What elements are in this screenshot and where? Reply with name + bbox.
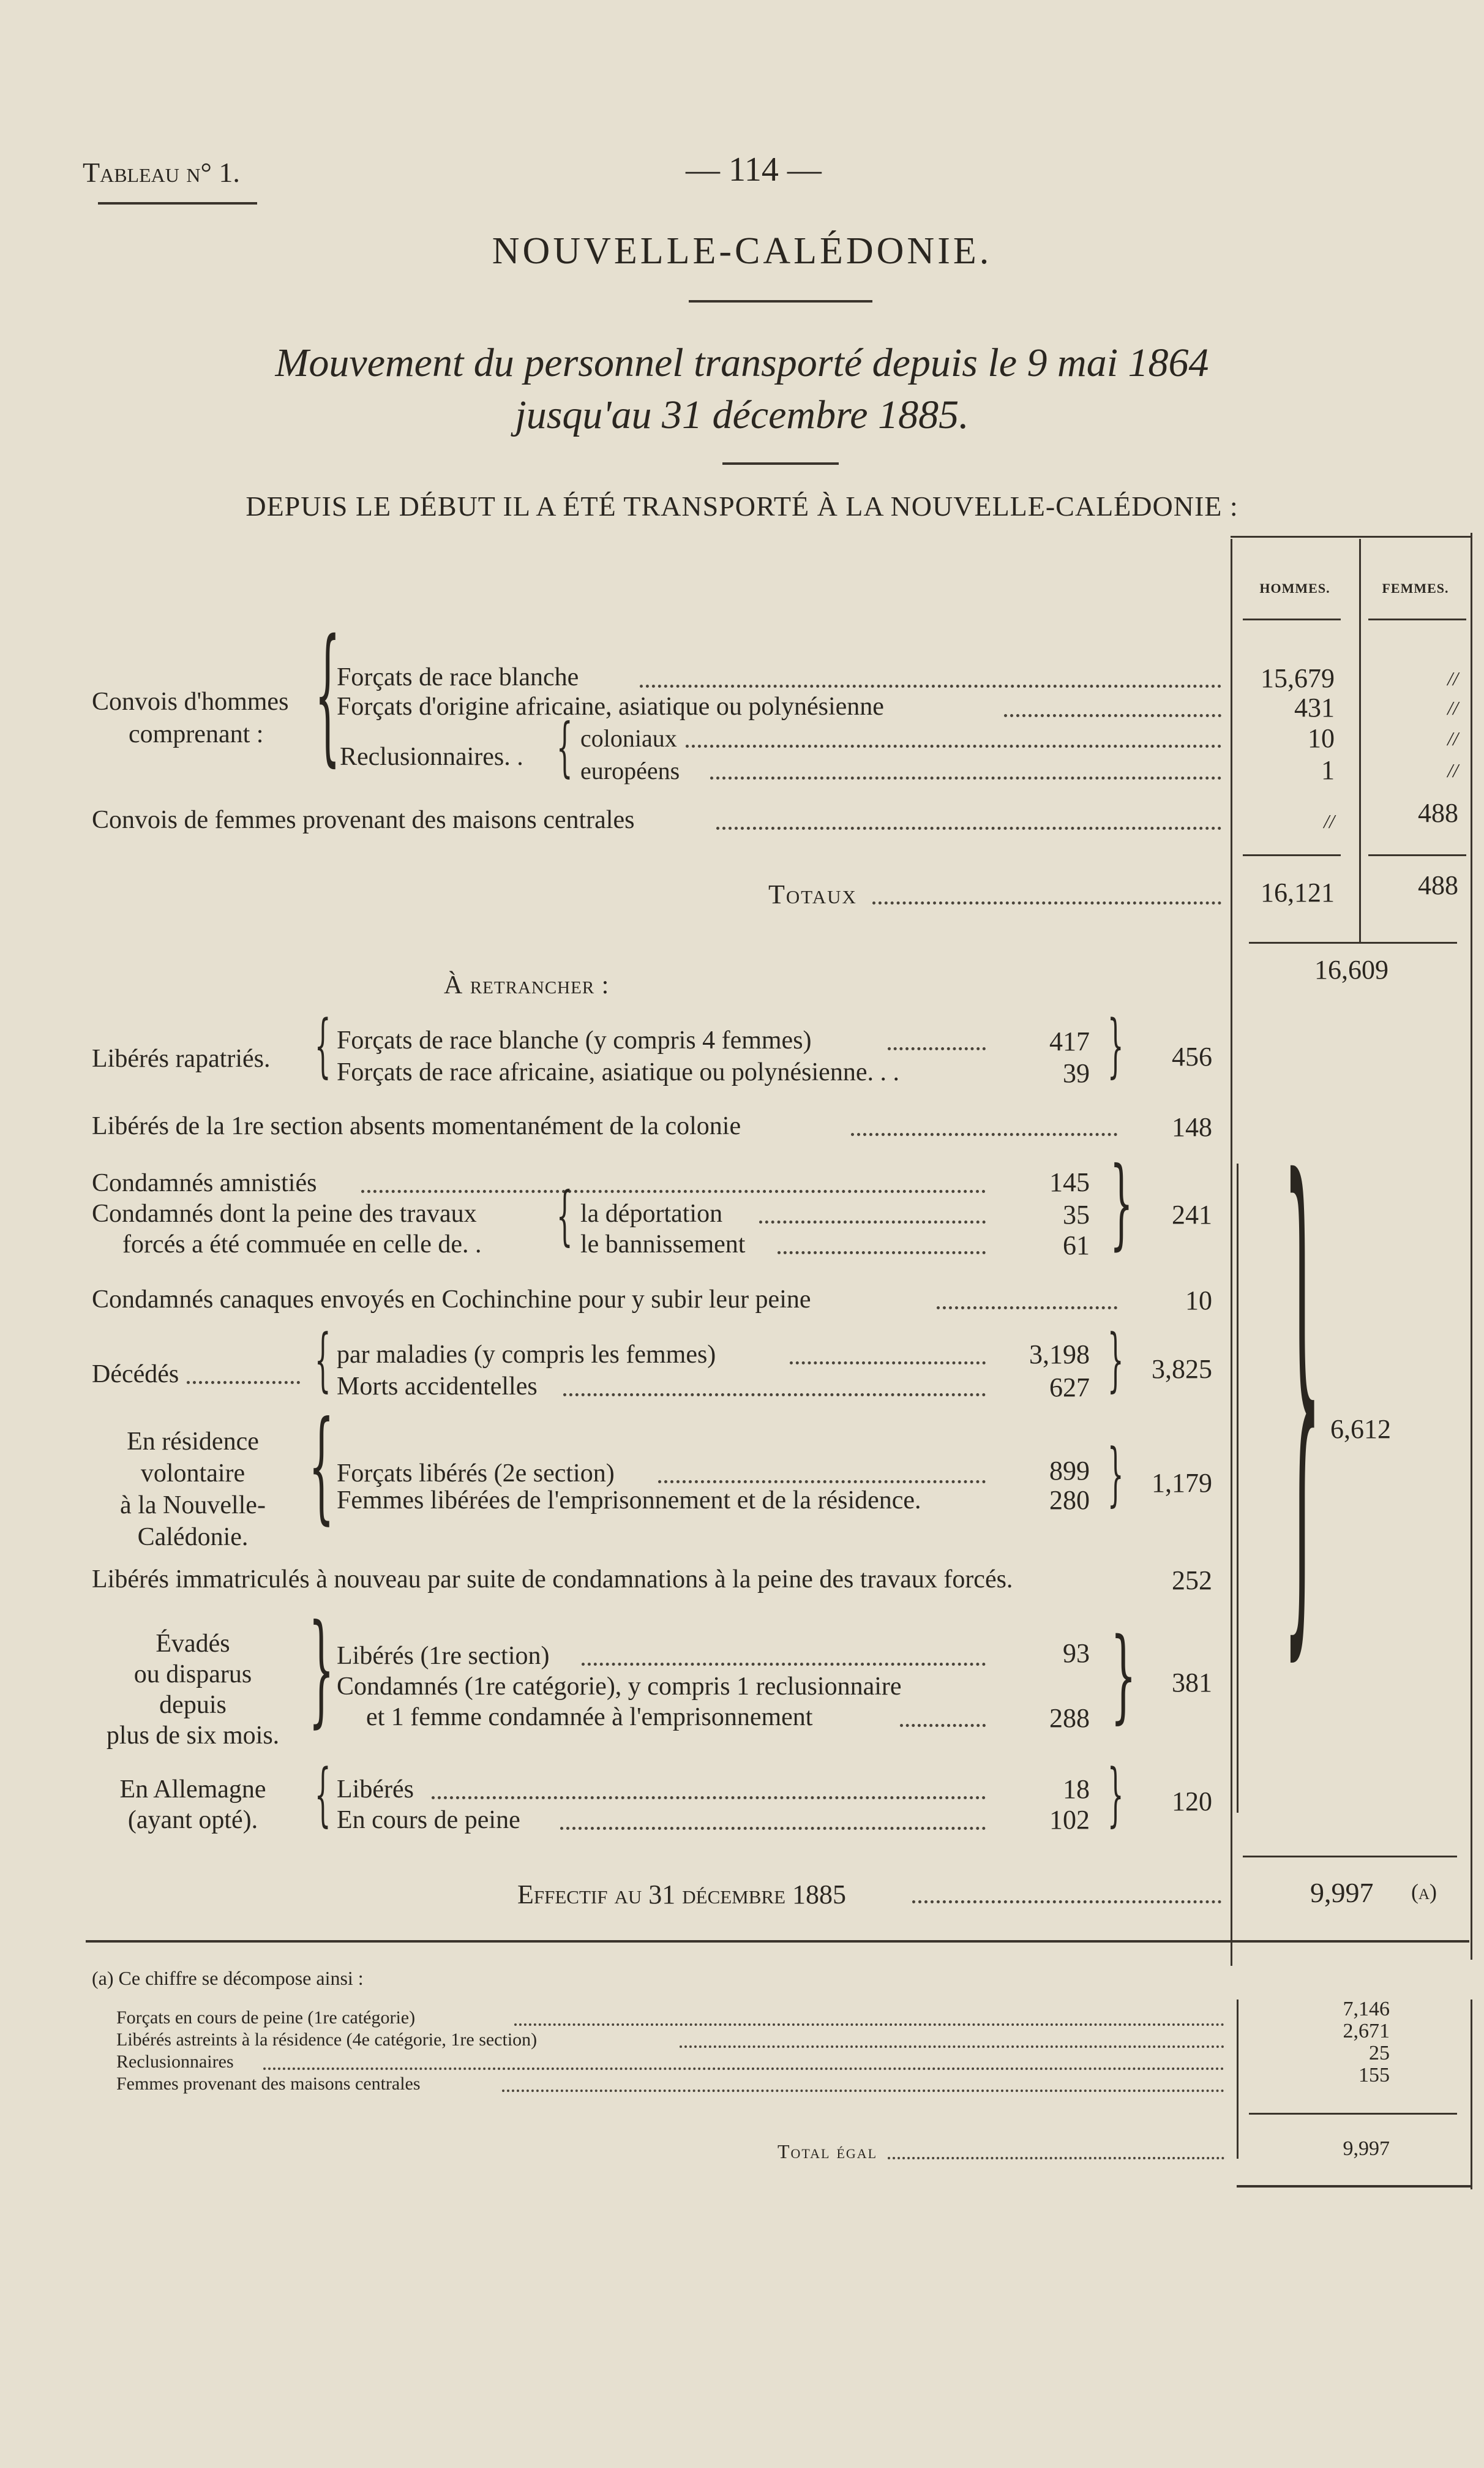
amnisties-row1-value: 145 xyxy=(1049,1167,1090,1197)
residence-brace: { xyxy=(309,1394,334,1537)
convois-femmes-hommes: // xyxy=(1324,810,1335,832)
residence-row-label: Femmes libérées de l'emprisonnement et de la résidence. xyxy=(337,1486,921,1514)
leader-dots xyxy=(680,2045,1224,2048)
tableau-label: Tableau n° 1. xyxy=(83,157,240,188)
leader-dots xyxy=(502,2090,1224,2092)
allemagne-label-line: (ayant opté). xyxy=(127,1806,258,1834)
col-header-femmes: FEMMES. xyxy=(1382,581,1449,596)
evades-row3-label: et 1 femme condamnée à l'emprisonnement xyxy=(366,1703,813,1731)
allemagne-row-label: Libérés xyxy=(337,1775,414,1804)
absents-subtotal: 148 xyxy=(1172,1112,1212,1142)
decedes-close-brace: } xyxy=(1107,1319,1124,1400)
evades-subtotal: 381 xyxy=(1172,1668,1212,1698)
reclusionnaires-label: Reclusionnaires. . xyxy=(340,743,523,771)
leader-dots xyxy=(1004,714,1221,717)
convoi-row-femmes: // xyxy=(1447,759,1458,781)
footnote-row-value: 25 xyxy=(1369,2042,1390,2064)
evades-close-brace: } xyxy=(1111,1616,1136,1734)
residence-row-label: Forçats libérés (2e section) xyxy=(337,1459,615,1488)
retrancher-total-brace: } xyxy=(1283,1076,1322,1703)
convoi-row-femmes: // xyxy=(1447,728,1458,750)
page-title: NOUVELLE-CALÉDONIE. xyxy=(492,230,992,272)
footnote-row-value: 2,671 xyxy=(1343,2020,1390,2042)
amnisties-row3-value: 61 xyxy=(1063,1230,1090,1260)
convoi-row-hommes: 15,679 xyxy=(1261,663,1335,693)
leader-dots xyxy=(563,1393,986,1396)
frame-right xyxy=(1471,533,1472,1960)
leader-dots xyxy=(432,1796,986,1799)
decedes-row-label: par maladies (y compris les femmes) xyxy=(337,1341,716,1369)
leader-dots xyxy=(640,685,1221,688)
section-heading: DEPUIS LE DÉBUT IL A ÉTÉ TRANSPORTÉ À LA NOUVELLE-CALÉDONIE : xyxy=(245,491,1239,522)
convoi-row-hommes: 1 xyxy=(1321,755,1335,785)
evades-row3-value: 288 xyxy=(1049,1703,1090,1733)
residence-row-value: 280 xyxy=(1049,1485,1090,1515)
footnote-total-rule xyxy=(1249,2113,1457,2115)
evades-label-line: depuis xyxy=(159,1691,227,1719)
leader-dots xyxy=(778,1251,986,1254)
residence-subtotal: 1,179 xyxy=(1152,1468,1212,1498)
convois-label-1: Convois d'hommes xyxy=(92,688,289,716)
title-rule xyxy=(689,300,872,303)
convoi-row-label: européens xyxy=(580,757,680,784)
allemagne-row-value: 18 xyxy=(1063,1774,1090,1804)
liberes-rapatries-label: Libérés rapatriés. xyxy=(92,1045,271,1073)
effectif-value: 9,997 xyxy=(1310,1877,1374,1908)
tableau-underline xyxy=(98,202,257,205)
effectif-rule xyxy=(1243,1856,1457,1857)
absents-label: Libérés de la 1re section absents momentanément de la colonie xyxy=(92,1112,741,1140)
leader-dots xyxy=(361,1190,986,1193)
leader-dots xyxy=(560,1827,986,1830)
canaques-label: Condamnés canaques envoyés en Cochinchine pour y subir leur peine xyxy=(92,1285,811,1314)
evades-label-line: ou disparus xyxy=(133,1660,252,1688)
convois-label-2: comprenant : xyxy=(129,720,264,748)
effectif-note-ref: (a) xyxy=(1411,1879,1437,1904)
page-number: — 114 — xyxy=(686,151,822,189)
leader-dots xyxy=(912,1900,1221,1903)
convois-brace: { xyxy=(315,608,340,780)
leader-dots xyxy=(872,901,1221,905)
canaques-subtotal: 10 xyxy=(1185,1285,1212,1315)
decedes-row-value: 3,198 xyxy=(1029,1339,1090,1369)
rapatries-row-value: 39 xyxy=(1063,1058,1090,1088)
leader-dots xyxy=(658,1480,986,1483)
leader-dots xyxy=(790,1361,986,1364)
footnote-row-label: Reclusionnaires xyxy=(116,2052,234,2072)
footnote-row-value: 7,146 xyxy=(1343,1998,1390,2020)
amnisties-inner-brace: { xyxy=(556,1178,573,1254)
amnisties-row2-value: 35 xyxy=(1063,1200,1090,1230)
totaux-rule xyxy=(1243,854,1341,856)
subtitle-rule xyxy=(722,462,839,465)
footnote-bottom-rule xyxy=(1237,2185,1472,2188)
allemagne-row-value: 102 xyxy=(1049,1805,1090,1835)
residence-row-value: 899 xyxy=(1049,1456,1090,1486)
residence-close-brace: } xyxy=(1107,1434,1124,1514)
totaux-hommes: 16,121 xyxy=(1261,878,1335,908)
convoi-row-label: Forçats de race blanche xyxy=(337,663,579,691)
decedes-row-label: Morts accidentelles xyxy=(337,1372,538,1401)
leader-dots xyxy=(187,1381,300,1384)
immatricules-label: Libérés immatriculés à nouveau par suite de condamnations à la peine des travaux forcés. xyxy=(92,1565,1013,1593)
allemagne-brace: { xyxy=(314,1754,331,1835)
leader-dots xyxy=(514,2023,1224,2026)
amnisties-close-brace: } xyxy=(1109,1145,1133,1260)
rapatries-row-label: Forçats de race blanche (y compris 4 femmes) xyxy=(337,1026,812,1055)
allemagne-label-line: En Allemagne xyxy=(119,1775,266,1804)
decedes-brace: { xyxy=(314,1319,331,1400)
grand-total: 16,609 xyxy=(1314,955,1388,985)
leader-dots xyxy=(710,777,1221,780)
rapatries-row-label: Forçats de race africaine, asiatique ou polynésienne. . . xyxy=(337,1058,899,1086)
frame-top xyxy=(1231,536,1472,538)
effectif-label xyxy=(517,1879,846,1910)
decedes-label: Décédés xyxy=(92,1360,179,1388)
effectif-label-text: Effectif au 31 décembre 1885 xyxy=(517,1879,847,1909)
footnote-divider xyxy=(1237,2000,1239,2159)
convois-femmes-femmes: 488 xyxy=(1418,798,1458,828)
rapatries-row-value: 417 xyxy=(1049,1026,1090,1056)
convois-femmes-label: Convois de femmes provenant des maisons centrales xyxy=(92,806,635,834)
allemagne-row-label: En cours de peine xyxy=(337,1806,520,1834)
footnote-total-value: 9,997 xyxy=(1343,2137,1390,2160)
allemagne-subtotal: 120 xyxy=(1172,1786,1212,1816)
amnisties-row2-left: Condamnés dont la peine des travaux xyxy=(92,1200,477,1228)
evades-row1-value: 93 xyxy=(1063,1638,1090,1668)
convoi-row-hommes: 431 xyxy=(1294,693,1335,723)
rapatries-subtotal: 456 xyxy=(1172,1042,1212,1072)
liberes-rapatries-brace: { xyxy=(314,1005,331,1086)
retrancher-divider xyxy=(1237,1164,1239,1813)
evades-label-line: plus de six mois. xyxy=(106,1721,280,1750)
col-header-rule xyxy=(1243,619,1341,620)
residence-label-line: à la Nouvelle- xyxy=(120,1491,266,1519)
reclusionnaires-brace: { xyxy=(556,709,573,785)
decedes-subtotal: 3,825 xyxy=(1152,1354,1212,1384)
leader-dots xyxy=(686,745,1221,748)
subtitle-line-2: jusqu'au 31 décembre 1885. xyxy=(515,393,969,437)
footnote-row-label: Forçats en cours de peine (1re catégorie) xyxy=(116,2007,416,2028)
leader-dots xyxy=(759,1221,986,1224)
leader-dots xyxy=(937,1306,1117,1309)
col-header-rule-2 xyxy=(1368,619,1466,620)
footnote-intro: (a) Ce chiffre se décompose ainsi : xyxy=(92,1967,364,1989)
footnote-total-label: Total égal xyxy=(778,2140,878,2162)
footnote-separator xyxy=(86,1940,1469,1943)
amnisties-row1-label: Condamnés amnistiés xyxy=(92,1169,317,1197)
leader-dots xyxy=(716,827,1221,830)
grand-total-rule xyxy=(1249,942,1457,944)
leader-dots xyxy=(888,2157,1224,2159)
evades-row2-label: Condamnés (1re catégorie), y compris 1 reclusionnaire xyxy=(337,1672,902,1701)
leader-dots xyxy=(851,1133,1117,1136)
evades-label-line: Évadés xyxy=(156,1630,230,1658)
footnote-row-value: 155 xyxy=(1358,2064,1390,2086)
col-header-hommes: HOMMES. xyxy=(1259,581,1330,596)
footnote-row-label: Libérés astreints à la résidence (4e catégorie, 1re section) xyxy=(116,2030,538,2050)
footnote-right xyxy=(1471,2000,1472,2189)
evades-brace: } xyxy=(309,1598,334,1740)
leader-dots xyxy=(582,1663,986,1666)
decedes-row-value: 627 xyxy=(1049,1372,1090,1402)
amnisties-row3-right: le bannissement xyxy=(580,1230,746,1258)
subtitle-line-1: Mouvement du personnel transporté depuis le 9 mai 1864 xyxy=(275,340,1209,385)
footnote-row-label: Femmes provenant des maisons centrales xyxy=(116,2074,421,2094)
amnisties-row3-left: forcés a été commuée en celle de. . xyxy=(122,1230,482,1258)
convoi-row-label: coloniaux xyxy=(580,724,677,752)
retrancher-heading: À retrancher : xyxy=(444,971,610,999)
convoi-row-femmes: // xyxy=(1447,668,1458,690)
evades-row1-label: Libérés (1re section) xyxy=(337,1642,550,1670)
immatricules-subtotal: 252 xyxy=(1172,1565,1212,1595)
leader-dots xyxy=(900,1724,986,1727)
convoi-row-label: Forçats d'origine africaine, asiatique ou polynésienne xyxy=(337,693,884,721)
amnisties-row2-right: la déportation xyxy=(580,1200,723,1228)
allemagne-close-brace: } xyxy=(1107,1754,1124,1835)
retrancher-total: 6,612 xyxy=(1330,1414,1391,1444)
leader-dots xyxy=(263,2067,1224,2070)
totaux-rule-2 xyxy=(1368,854,1466,856)
convoi-row-hommes: 10 xyxy=(1308,723,1335,753)
totaux-femmes: 488 xyxy=(1418,870,1458,900)
residence-label-line: Calédonie. xyxy=(137,1523,249,1551)
convoi-row-femmes: // xyxy=(1447,697,1458,719)
totaux-label: Totaux xyxy=(768,879,857,909)
rapatries-close-brace: } xyxy=(1107,1005,1124,1086)
leader-dots xyxy=(888,1047,986,1050)
residence-label-line: volontaire xyxy=(140,1459,245,1488)
residence-label-line: En résidence xyxy=(127,1428,259,1456)
amnisties-subtotal: 241 xyxy=(1172,1200,1212,1230)
